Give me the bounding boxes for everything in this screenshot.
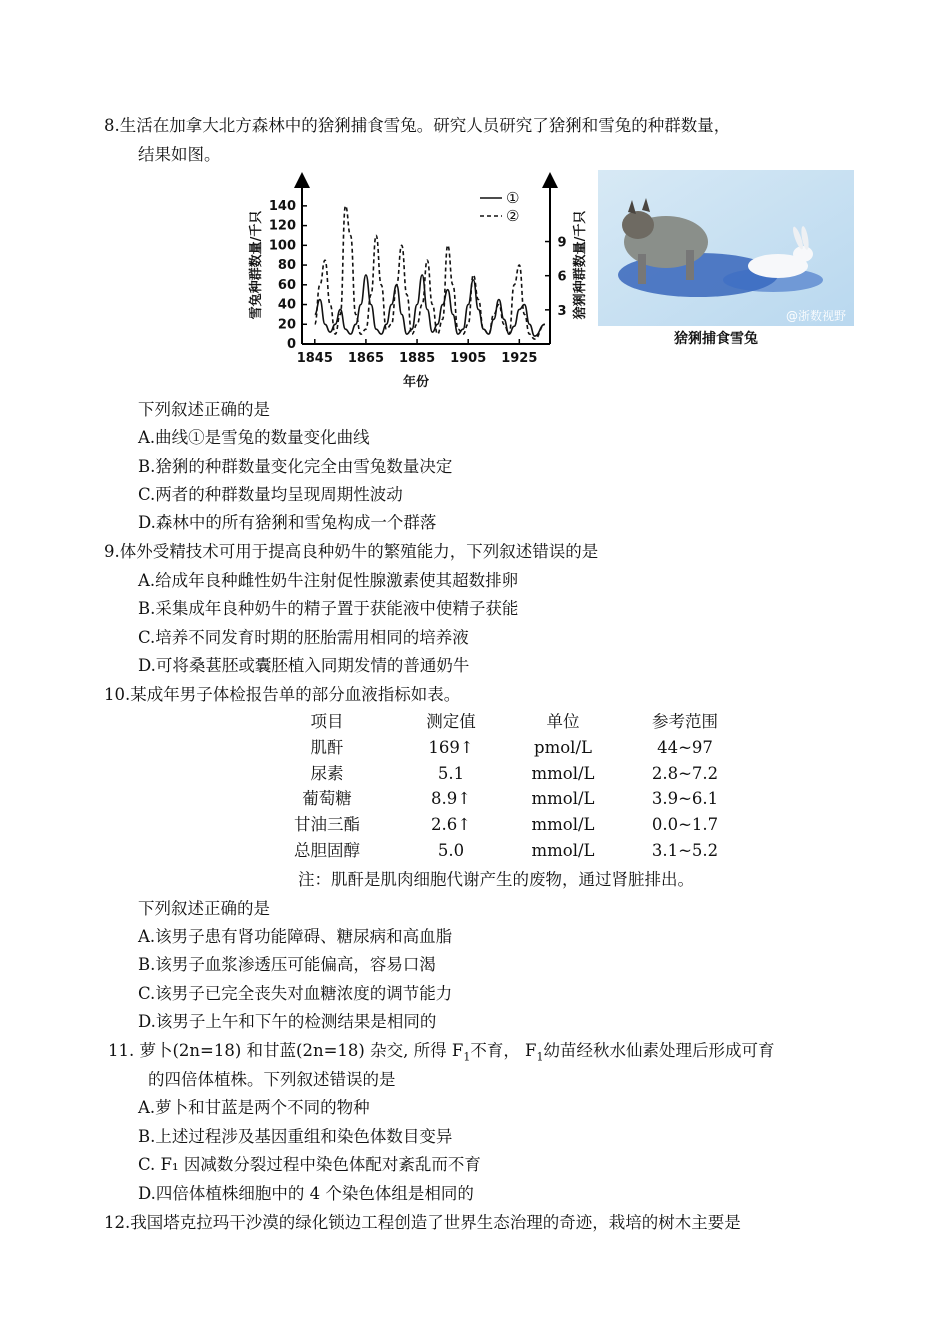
- cell-range: 0.0~1.7: [651, 815, 719, 834]
- y-axis-label-left: 雪兔种群数量/千只: [249, 210, 264, 320]
- q8-option-a: A.曲线①是雪兔的数量变化曲线: [138, 428, 370, 447]
- cell-unit: pmol/L: [534, 738, 592, 757]
- cell-item: 肌酐: [310, 738, 344, 757]
- q9-stem: 9.体外受精技术可用于提高良种奶牛的繁殖能力，下列叙述错误的是: [104, 542, 599, 561]
- q8-stem-line2: 结果如图。: [138, 145, 221, 164]
- q9-option-b: B.采集成年良种奶牛的精子置于获能液中使精子获能: [138, 599, 519, 618]
- x-tick-label: 1885: [398, 351, 436, 366]
- cell-value: 5.1: [437, 764, 465, 783]
- legend-label-2: ②: [506, 207, 520, 225]
- q9-option-d: D.可将桑葚胚或囊胚植入同期发情的普通奶牛: [138, 656, 470, 675]
- q9-option-a: A.给成年良种雌性奶牛注射促性腺激素使其超数排卵: [138, 571, 519, 590]
- q10-lead: 下列叙述正确的是: [138, 899, 270, 918]
- cell-unit: mmol/L: [531, 764, 595, 783]
- cell-value: 8.9↑: [430, 789, 472, 808]
- cell-item: 尿素: [310, 764, 344, 783]
- photo-watermark: @浙数视野: [785, 309, 846, 323]
- q11-stem-part1: 11. 萝卜(2n=18) 和甘蓝(2n=18) 杂交, 所得 F: [108, 1041, 464, 1060]
- q11-option-d: D.四倍体植株细胞中的 4 个染色体组是相同的: [138, 1184, 474, 1203]
- cell-unit: mmol/L: [531, 789, 595, 808]
- q8-option-c: C.两者的种群数量均呈现周期性波动: [138, 485, 403, 504]
- cell-value: 169↑: [428, 738, 474, 757]
- y-tick-label-right: 9: [557, 235, 567, 251]
- cell-range: 3.9~6.1: [651, 789, 719, 808]
- y-tick-label-left: 40: [277, 297, 296, 313]
- q11-option-b: B.上述过程涉及基因重组和染色体数目变异: [138, 1127, 453, 1146]
- q10-stem: 10.某成年男子体检报告单的部分血液指标如表。: [104, 685, 461, 704]
- y-tick-label-right: 6: [557, 269, 567, 285]
- lynx-hare-photo: [598, 170, 854, 326]
- q11-stem-line1: [108, 1039, 775, 1069]
- population-chart: [240, 172, 600, 394]
- y-tick-label-left: 140: [268, 198, 296, 214]
- q8-option-d: D.森林中的所有猞猁和雪兔构成一个群落: [138, 513, 437, 532]
- q12-stem: 12.我国塔克拉玛干沙漠的绿化锁边工程创造了世界生态治理的奇迹，栽培的树木主要是: [104, 1213, 741, 1232]
- q10-option-d: D.该男子上午和下午的检测结果是相同的: [138, 1012, 437, 1031]
- cell-range: 3.1~5.2: [651, 841, 719, 860]
- cell-item: 总胆固醇: [294, 841, 360, 860]
- q11-stem-part3: 幼苗经秋水仙素处理后形成可育: [543, 1041, 775, 1060]
- table-note: 注：肌酐是肌肉细胞代谢产生的废物，通过肾脏排出。: [298, 870, 694, 889]
- q10-option-a: A.该男子患有肾功能障碍、糖尿病和高血脂: [138, 927, 453, 946]
- y-tick-label-left: 120: [268, 218, 296, 234]
- y-tick-label-left: 20: [277, 317, 296, 333]
- y-tick-label-left: 100: [268, 238, 296, 254]
- q9-option-c: C.培养不同发育时期的胚胎需用相同的培养液: [138, 628, 469, 647]
- x-tick-label: 1845: [296, 351, 333, 366]
- cell-item: 葡萄糖: [302, 789, 352, 808]
- header-item: 项目: [310, 712, 344, 731]
- legend-label-1: ①: [506, 189, 520, 207]
- cell-range: 2.8~7.2: [651, 764, 719, 783]
- y-tick-label-left: 0: [286, 337, 296, 352]
- y-tick-label-right: 3: [557, 303, 567, 319]
- q10-option-c: C.该男子已完全丧失对血糖浓度的调节能力: [138, 984, 453, 1003]
- header-unit: 单位: [546, 712, 580, 731]
- x-tick-label: 1925: [501, 351, 538, 366]
- q11-subscript: 1: [463, 1050, 471, 1064]
- q8-lead: 下列叙述正确的是: [138, 400, 270, 419]
- photo-caption: 猞猁捕食雪兔: [674, 331, 758, 347]
- q11-subscript2: 1: [536, 1050, 544, 1064]
- x-tick-label: 1905: [450, 351, 487, 366]
- y-tick-label-left: 80: [277, 258, 296, 274]
- q11-option-a: A.萝卜和甘蓝是两个不同的物种: [138, 1098, 370, 1117]
- q11-stem-part2: 不育， F: [470, 1041, 537, 1060]
- cell-value: 5.0: [437, 841, 465, 860]
- q8-stem-line1: 8.生活在加拿大北方森林中的猞猁捕食雪兔。研究人员研究了猞猁和雪兔的种群数量，: [104, 116, 731, 135]
- y-tick-label-left: 60: [277, 277, 296, 293]
- cell-range: 44~97: [657, 738, 713, 757]
- q8-option-b: B.猞猁的种群数量变化完全由雪兔数量决定: [138, 457, 453, 476]
- cell-item: 甘油三酯: [294, 815, 360, 834]
- q11-stem-line2: 的四倍体植株。下列叙述错误的是: [148, 1070, 396, 1089]
- header-value: 测定值: [426, 712, 476, 731]
- cell-value: 2.6↑: [430, 815, 472, 834]
- q10-option-b: B.该男子血浆渗透压可能偏高，容易口渴: [138, 955, 436, 974]
- x-tick-label: 1865: [347, 351, 385, 366]
- y-axis-label-right: 猞猁种群数量/千只: [573, 210, 588, 320]
- q11-option-c: C. F₁ 因减数分裂过程中染色体配对紊乱而不育: [138, 1155, 481, 1174]
- header-range: 参考范围: [652, 712, 718, 731]
- cell-unit: mmol/L: [531, 841, 595, 860]
- x-axis-label: 年份: [402, 375, 430, 390]
- cell-unit: mmol/L: [531, 815, 595, 834]
